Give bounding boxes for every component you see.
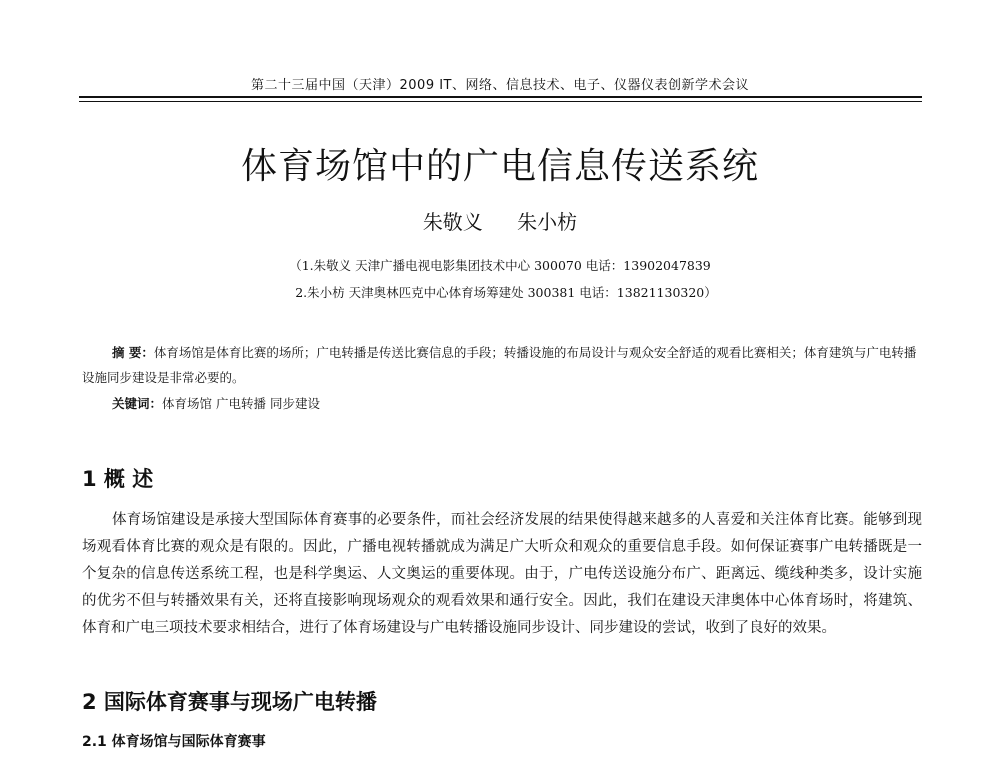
header-rule-thick <box>79 96 922 98</box>
affiliation-line: （1.朱敬义 天津广播电视电影集团技术中心 300070 电话：13902047839 <box>289 258 711 273</box>
abstract-label: 摘 要： <box>112 345 154 360</box>
author-name: 朱敬义 <box>422 210 483 234</box>
header-rule-thin <box>79 101 922 102</box>
abstract <box>82 340 922 390</box>
paper-title: 体育场馆中的广电信息传送系统 <box>240 146 759 187</box>
section-paragraph: 体育场馆建设是承接大型国际体育赛事的必要条件，而社会经济发展的结果使得越来越多的人喜爱和关注体育比赛。能够到现场观看体育比赛的观众是有限的。因此，广播电视转播就成为满足广大听众和观众的重要信息手段。如何保证赛事广电转播既是一个复杂的信息传送系统工程，也是科学奥运、人文奥运的重要体现。由于，广电传送设施分布广、距离远、缆线种类多，设计实施的优劣不但与转播效果有关，还将直接影响现场观众的观看效果和通行安全。因此，我们在建设天津奥体中心体育场时，将建筑、体育和广电三项技术要求相结合，进行了体育场建设与广电转播设施同步设计、同步建设的尝试，收到了良好的效果。 <box>82 512 922 636</box>
affiliation-line: 2.朱小枋 天津奥林匹克中心体育场筹建处 300381 电话：13821130320） <box>295 285 717 300</box>
author-name: 朱小枋 <box>517 210 578 234</box>
author-list <box>0 206 1000 235</box>
keywords <box>112 394 320 412</box>
keywords-text: 体育场馆 广电转播 同步建设 <box>162 396 320 411</box>
conference-header: 第二十三届中国（天津）2009 IT、网络、信息技术、电子、仪器仪表创新学术会议 <box>251 78 749 93</box>
keywords-label: 关键词： <box>112 396 163 411</box>
section-heading: 2 国际体育赛事与现场广电转播 <box>82 690 377 714</box>
abstract-text: 体育场馆是体育比赛的场所；广电转播是传送比赛信息的手段；转播设施的布局设计与观众安全舒适的观看比赛相关；体育建筑与广电转播设施同步建设是非常必要的。 <box>82 345 917 385</box>
section-heading: 1 概 述 <box>82 467 154 491</box>
subsection-heading: 2.1 体育场馆与国际体育赛事 <box>82 734 266 750</box>
